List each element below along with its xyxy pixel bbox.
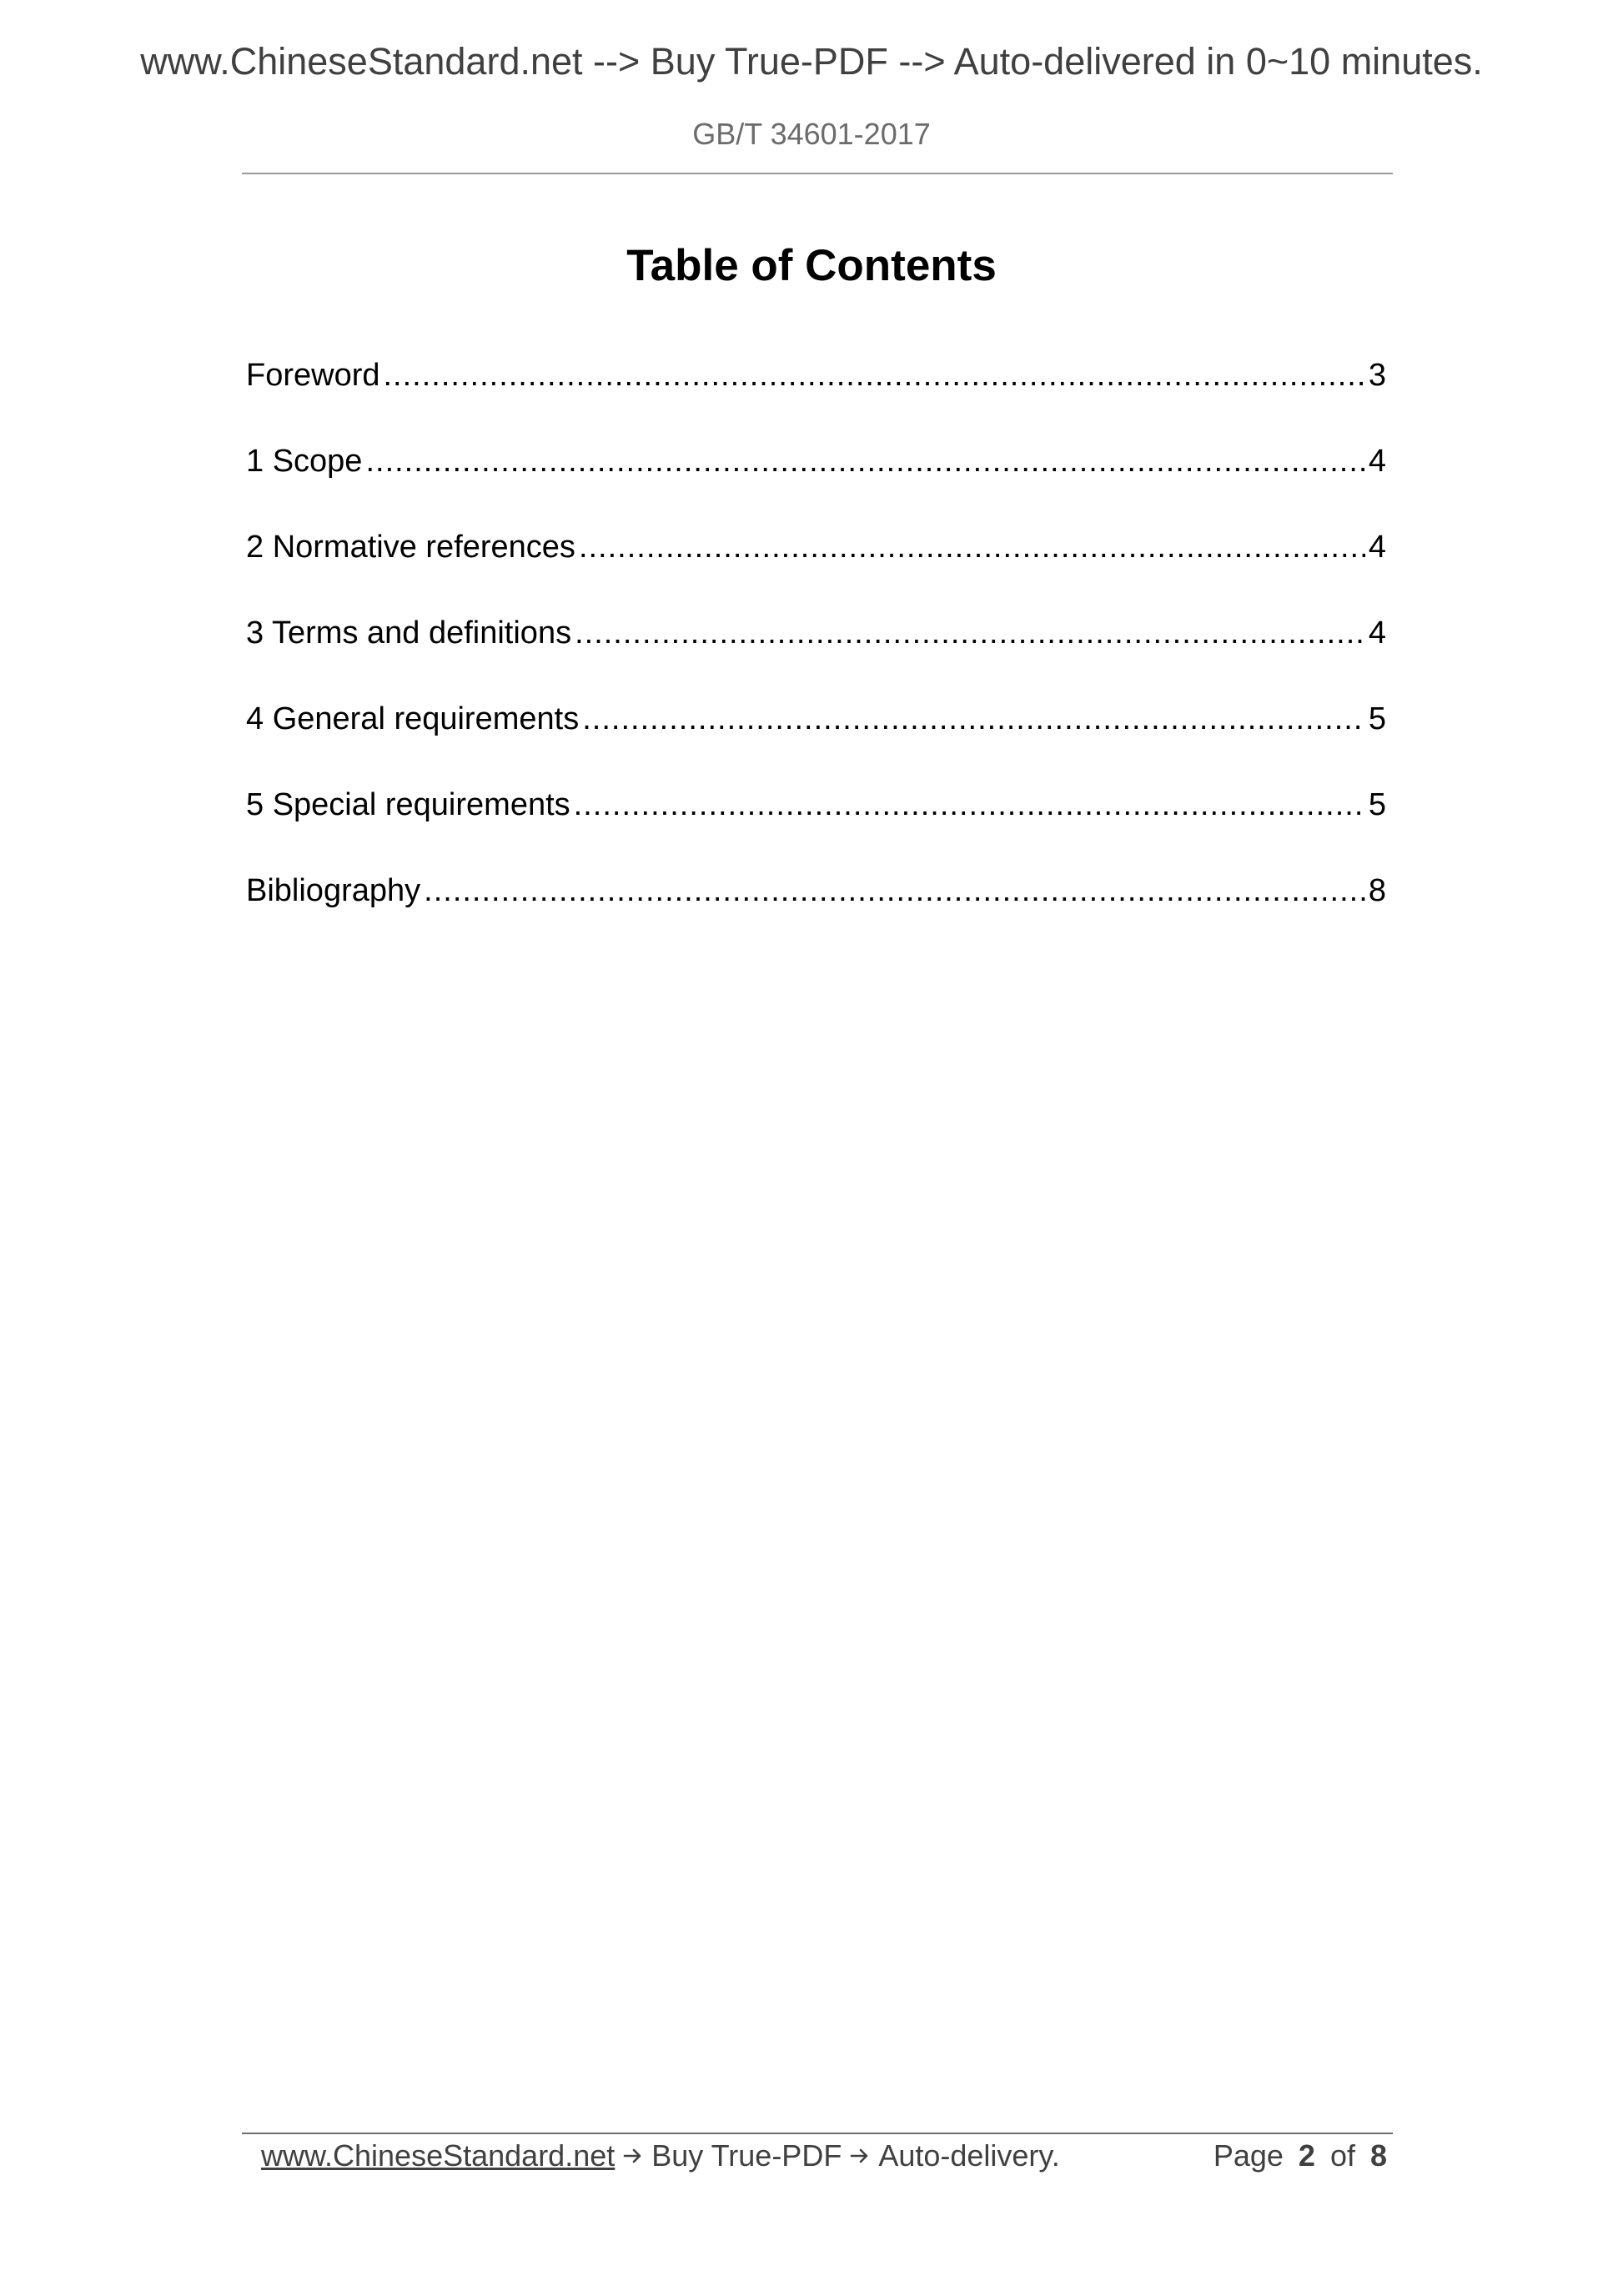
toc-entry-normative-references[interactable]	[246, 522, 1386, 608]
toc-entry-page: 5	[1368, 787, 1386, 822]
total-page-count: 8	[1369, 2138, 1387, 2173]
header-divider	[242, 173, 1393, 174]
toc-entry-page: 8	[1368, 873, 1386, 908]
toc-entry-page: 4	[1368, 615, 1386, 651]
footer-site-link[interactable]: www.ChineseStandard.net	[261, 2138, 616, 2173]
toc-leader-dots	[384, 350, 1365, 400]
toc-entry-special-requirements[interactable]	[246, 780, 1386, 866]
toc-leader-dots	[575, 608, 1365, 658]
toc-entry-terms-and-definitions[interactable]	[246, 608, 1386, 694]
site-banner: www.ChineseStandard.net --> Buy True-PDF --> Auto-delivered in 0~10 minutes.	[140, 40, 1483, 83]
right-arrow-icon	[850, 2146, 870, 2166]
footer-buy-text: Buy True-PDF	[651, 2138, 842, 2173]
toc-leader-dots	[582, 694, 1365, 744]
page-word: Page	[1213, 2138, 1284, 2173]
page-footer	[261, 2135, 1387, 2177]
toc-entry-label: Foreword	[246, 358, 380, 393]
footer-delivery-text: Auto-delivery.	[878, 2138, 1060, 2173]
toc-entry-page: 5	[1368, 701, 1386, 736]
toc-entry-label: 1 Scope	[246, 444, 363, 479]
toc-leader-dots	[579, 522, 1365, 572]
toc-title: Table of Contents	[626, 241, 997, 290]
right-arrow-icon	[623, 2146, 643, 2166]
toc-entry-page: 3	[1368, 358, 1386, 393]
page-number-indicator	[1213, 2138, 1387, 2173]
document-code: GB/T 34601-2017	[692, 117, 931, 151]
toc-entry-page: 4	[1368, 530, 1386, 565]
toc-entry-label: 4 General requirements	[246, 701, 580, 736]
toc-leader-dots	[574, 780, 1365, 830]
toc-entry-label: 2 Normative references	[246, 530, 575, 565]
toc-entry-label: 5 Special requirements	[246, 787, 570, 822]
toc-entry-label: Bibliography	[246, 873, 421, 908]
toc-entry-page: 4	[1368, 444, 1386, 479]
toc-entry-general-requirements[interactable]	[246, 694, 1386, 780]
of-word: of	[1329, 2138, 1355, 2173]
toc-leader-dots	[365, 436, 1364, 486]
footer-promo	[261, 2138, 1060, 2173]
toc-entry-scope[interactable]	[246, 436, 1386, 522]
footer-divider	[242, 2133, 1393, 2134]
toc-entry-foreword[interactable]	[246, 350, 1386, 436]
current-page-number: 2	[1298, 2138, 1315, 2173]
toc-leader-dots	[424, 866, 1365, 916]
table-of-contents	[246, 350, 1386, 952]
toc-entry-bibliography[interactable]	[246, 866, 1386, 952]
toc-entry-label: 3 Terms and definitions	[246, 615, 572, 651]
